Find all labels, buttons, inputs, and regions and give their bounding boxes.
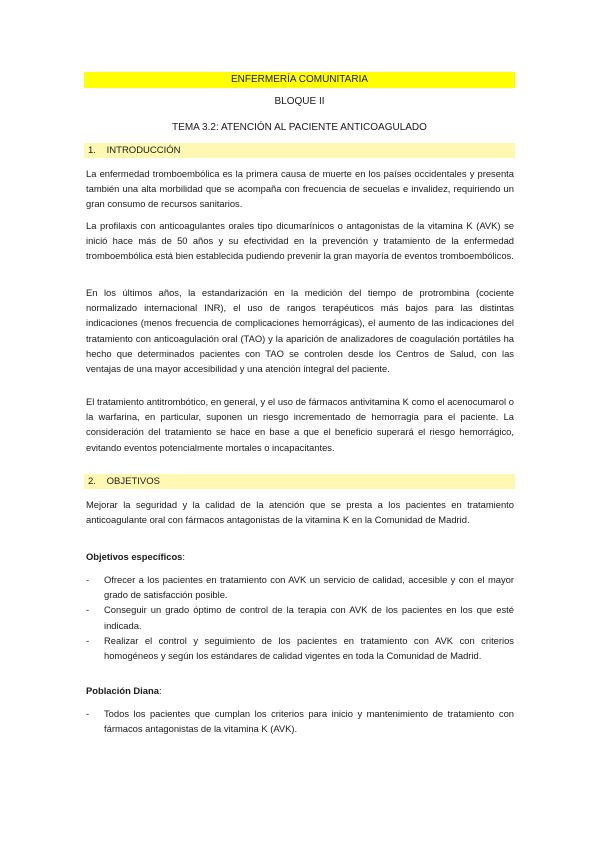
paragraph: Mejorar la seguridad y la calidad de la atención que se presta a los pacientes en tratamiento anticoagulante oral con fármacos antagonistas de la vitamina K en la Comunidad de Madrid. xyxy=(86,499,514,526)
subheading-text: Población Diana xyxy=(86,685,159,696)
paragraph: La profilaxis con anticoagulantes orales tipo dicumarínicos o antagonistas de la vitamina K (AVK) se inició hace más de 50 años y su efectividad en la prevención y tratamiento de la enfermedad tromboembólica está bien establecida pudiendo prevenir la gran mayoría de eventos tromboembólicos. xyxy=(86,220,514,262)
list-item-text: Realizar el control y seguimiento de los pacientes en tratamiento con AVK con criterios homogéneos y según los estándares de calidad vigentes en toda la Comunidad de Madrid. xyxy=(104,634,514,662)
list-item-text: Conseguir un grado óptimo de control de la terapia con AVK de los pacientes en los que esté indicada. xyxy=(104,604,514,631)
list-item-text: Ofrecer a los pacientes en tratamiento con AVK un servicio de calidad, accesible y con el mayor grado de satisfacción posible. xyxy=(104,574,514,601)
dash-marker: - xyxy=(86,604,90,616)
section-title: INTRODUCCIÓN xyxy=(106,145,181,156)
section-heading-introduccion xyxy=(84,143,515,158)
dash-marker: - xyxy=(86,634,90,646)
section-number: 2. xyxy=(88,476,96,487)
subheading-text: Objetivos específicos xyxy=(86,551,183,562)
section-number: 1. xyxy=(88,145,96,156)
block-title: BLOQUE II xyxy=(274,96,325,107)
dash-marker: - xyxy=(86,708,90,719)
subheading-poblacion-diana xyxy=(86,684,514,698)
dash-marker: - xyxy=(86,574,90,585)
paragraph: En los últimos años, la estandarización en la medición del tiempo de protrombina (cociente normalizado internacional INR), el uso de rangos terapéuticos más bajos para las distintas indicaciones (menos frecuencia de complicaciones hemorrágicas), el aumento de las indicaciones del tratamiento con anticoagulación oral (TAO) y la aparición de analizadores de coagulación portátiles ha hecho que determinados pacientes con TAO se controlen desde los Centros de Salud, con las ventajas de una mayor accesibilidad y una atención integral del paciente. xyxy=(86,287,514,375)
section-heading-objetivos xyxy=(84,474,515,489)
colon: : xyxy=(182,551,186,562)
specific-objectives-list xyxy=(86,572,514,663)
section-title: OBJETIVOS xyxy=(106,476,160,487)
list-item xyxy=(86,706,514,736)
list-item xyxy=(86,572,514,602)
subheading-objetivos-especificos xyxy=(86,550,514,564)
colon: : xyxy=(158,685,162,696)
population-list xyxy=(86,706,514,736)
list-item-text: Todos los pacientes que cumplan los criterios para inicio y mantenimiento de tratamiento con fármacos antagonistas de la vitamina K (AVK). xyxy=(104,708,514,735)
list-item xyxy=(86,633,514,663)
topic-title: TEMA 3.2: ATENCIÓN AL PACIENTE ANTICOAGULADO xyxy=(172,122,427,133)
paragraph: La enfermedad tromboembólica es la primera causa de muerte en los países occidentales y presenta también una alta morbilidad que se acompaña con frecuencia de secuelas e invalidez, requiriendo un gran consumo de recursos sanitarios. xyxy=(86,168,514,210)
course-title: ENFERMERÍA COMUNITARIA xyxy=(84,72,515,88)
paragraph: El tratamiento antitrombótico, en general, y el uso de fármacos antivitamina K como el acenocumarol o la warfarina, en particular, suponen un riesgo incrementado de hemorragia para el paciente. La consideración del tratamiento se hace en base a que el beneficio superará el riesgo hemorrágico, evitando eventos potencialmente mortales o incapacitantes. xyxy=(86,396,514,453)
list-item xyxy=(86,602,514,632)
